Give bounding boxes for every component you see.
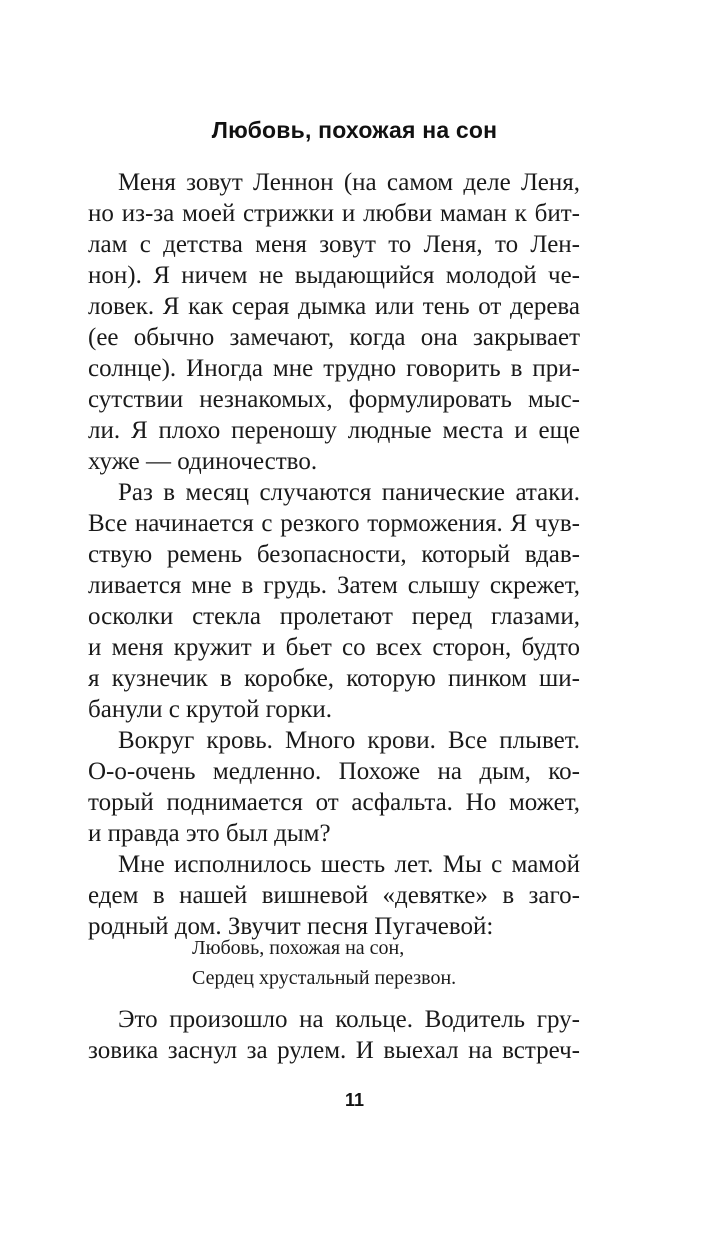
chapter-title: Любовь, похожая на сон <box>211 117 498 143</box>
paragraph-2-line: ливается мне в грудь. Затем слышу скрежет, <box>88 572 580 599</box>
paragraph-3-line: О-о-очень медленно. Похоже на дым, ко- <box>88 758 580 785</box>
paragraph-2-line: Все начинается с резкого торможения. Я чув- <box>88 510 580 537</box>
verse-line: Любовь, похожая на сон, <box>192 937 405 959</box>
paragraph-4-line: родный дом. Звучит песня Пугачевой: <box>88 913 494 940</box>
paragraph-2-line: осколки стекла пролетают перед глазами, <box>88 603 580 630</box>
paragraph-1-line: сутствии незнакомых, формулировать мыс- <box>88 386 580 413</box>
paragraph-4-line: Мне исполнилось шесть лет. Мы с мамой <box>118 851 580 878</box>
paragraph-1-line: ловек. Я как серая дымка или тень от дерева <box>88 293 580 320</box>
paragraph-2-line: ствую ремень безопасности, который вдав- <box>88 541 580 568</box>
closing-paragraph-line: Это произошло на кольце. Водитель гру- <box>118 1006 580 1033</box>
body-text <box>88 167 580 942</box>
paragraph-1-line: Меня зовут Леннон (на самом деле Леня, <box>118 169 580 196</box>
paragraph-1-line: лам с детства меня зовут то Леня, то Лен- <box>88 231 580 258</box>
paragraph-1-line: нон). Я ничем не выдающийся молодой че- <box>88 262 580 289</box>
paragraph-1-line: но из-за моей стрижки и любви маман к бит- <box>88 200 580 227</box>
paragraph-2-line: Раз в месяц случаются панические атаки. <box>118 479 580 506</box>
paragraph-3-line: Вокруг кровь. Много крови. Все плывет. <box>118 727 580 754</box>
verse-line: Сердец хрустальный перезвон. <box>192 967 457 989</box>
paragraph-2-line: и меня кружит и бьет со всех сторон, будто <box>88 634 580 661</box>
paragraph-1-line: ли. Я плохо переношу людные места и еще <box>88 417 580 444</box>
paragraph-4-line: едем в нашей вишневой «девятке» в заго- <box>88 882 580 909</box>
song-verse <box>192 933 456 993</box>
paragraph-2-line: я кузнечик в коробке, которую пинком ши- <box>88 665 580 692</box>
page-number: 11 <box>344 1090 365 1110</box>
paragraph-1-line: солнце). Иногда мне трудно говорить в при- <box>88 355 580 382</box>
paragraph-2-line: банули с крутой горки. <box>88 696 332 723</box>
paragraph-3-line: и правда это был дым? <box>88 820 331 847</box>
paragraph-1-line: хуже — одиночество. <box>88 448 318 475</box>
paragraph-1-line: (ее обычно замечают, когда она закрывает <box>88 324 580 351</box>
paragraph-3-line: торый поднимается от асфальта. Но может, <box>88 789 580 816</box>
closing-paragraph <box>88 1004 580 1066</box>
closing-paragraph-line: зовика заснул за рулем. И выехал на встреч- <box>88 1037 580 1064</box>
